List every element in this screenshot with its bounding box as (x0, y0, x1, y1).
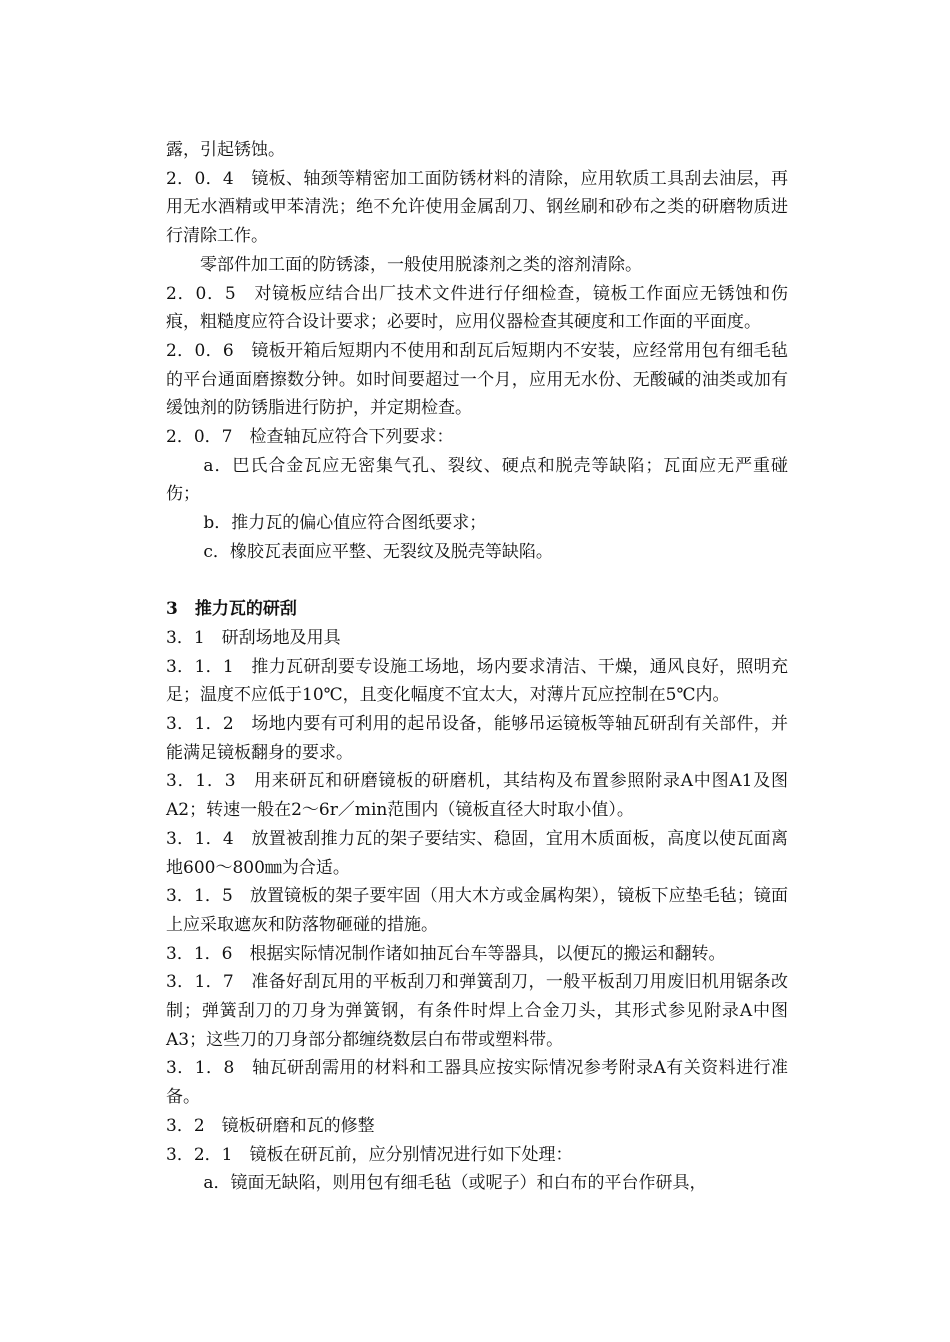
paragraph: a．巴氏合金瓦应无密集气孔、裂纹、硬点和脱壳等缺陷；瓦面应无严重碰伤； (166, 455, 788, 505)
paragraph: 2．0．4 镜板、轴颈等精密加工面防锈材料的清除，应用软质工具刮去油层，再用无水酒精或甲苯清洗；绝不允许使用金属刮刀、钢丝刷和砂布之类的研磨物质进行清除工作。 (166, 168, 788, 247)
paragraph: 3．1．5 放置镜板的架子要牢固（用大木方或金属构架），镜板下应垫毛毡；镜面上应采取遮灰和防落物砸碰的措施。 (166, 886, 788, 935)
document-body (166, 136, 788, 1198)
paragraph: 零部件加工面的防锈漆，一般使用脱漆剂之类的溶剂清除。 (200, 254, 642, 275)
paragraph: b．推力瓦的偏心值应符合图纸要求； (203, 513, 487, 534)
paragraph: 3．1．8 轴瓦研刮需用的材料和工器具应按实际情况参考附录A有关资料进行准备。 (166, 1058, 788, 1108)
paragraph: 3．1．7 准备好刮瓦用的平板刮刀和弹簧刮刀，一般平板刮刀用废旧机用锯条改制；弹簧刮刀的刀身为弹簧钢，有条件时焊上合金刀头，其形式参见附录A中图A3；这些刀的刀身部分都缠绕数层白布带或塑料带。 (166, 972, 788, 1050)
paragraph: c．橡胶瓦表面应平整、无裂纹及脱壳等缺陷。 (203, 541, 553, 562)
paragraph: 3．2．1 镜板在研瓦前，应分别情况进行如下处理： (166, 1144, 573, 1165)
paragraph: 3．1．4 放置被刮推力瓦的架子要结实、稳固，宜用木质面板，高度以使瓦面离地600～800㎜为合适。 (166, 828, 788, 878)
paragraph: 露，引起锈蚀。 (166, 140, 285, 160)
paragraph: 3．1．1 推力瓦研刮要专设施工场地，场内要求清洁、干燥，通风良好，照明充足；温度不应低于10℃，且变化幅度不宜太大，对薄片瓦应控制在5℃内。 (166, 656, 788, 706)
paragraph: 3．1．3 用来研瓦和研磨镜板的研磨机，其结构及布置参照附录A中图A1及图A2；转速一般在2～6r／min范围内（镜板直径大时取小值）。 (166, 771, 788, 821)
paragraph: 2．0．6 镜板开箱后短期内不使用和刮瓦后短期内不安装，应经常用包有细毛毡的平台通面磨擦数分钟。如时间要超过一个月，应用无水份、无酸碱的油类或加有缓蚀剂的防锈脂进行防护，并定期检查。 (166, 340, 788, 419)
paragraph: 3．1．6 根据实际情况制作诸如抽瓦台车等器具，以便瓦的搬运和翻转。 (166, 943, 726, 964)
paragraph: 2．0．7 检查轴瓦应符合下列要求： (166, 427, 454, 448)
section-heading: 3 推力瓦的研刮 (166, 599, 297, 620)
paragraph: 3．1 研刮场地及用具 (166, 627, 341, 648)
paragraph: 3．1．2 场地内要有可利用的起吊设备，能够吊运镜板等轴瓦研刮有关部件，并能满足镜板翻身的要求。 (166, 714, 788, 763)
paragraph: 3．2 镜板研磨和瓦的修整 (166, 1115, 375, 1136)
paragraph: 2．0．5 对镜板应结合出厂技术文件进行仔细检查，镜板工作面应无锈蚀和伤痕，粗糙度应符合设计要求；必要时，应用仪器检查其硬度和工作面的平面度。 (166, 283, 788, 333)
paragraph: a．镜面无缺陷，则用包有细毛毡（或呢子）和白布的平台作研具， (203, 1173, 707, 1194)
